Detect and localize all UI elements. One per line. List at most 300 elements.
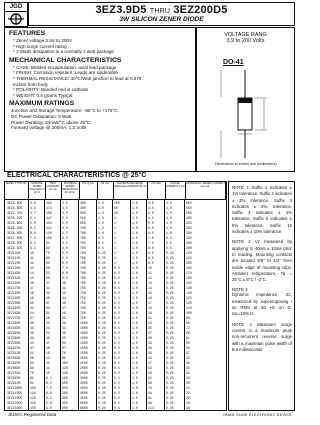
table-cell: 0.25 bbox=[166, 326, 174, 330]
table-cell: 700 bbox=[80, 236, 86, 240]
table-cell: 1.0 bbox=[132, 286, 138, 290]
table-cell: 0.5 bbox=[98, 241, 104, 245]
table-cell: 0.25 bbox=[166, 251, 174, 255]
table-cell: 8.2 bbox=[30, 241, 36, 245]
table-header-cell: TEST CURRENT Izt mA bbox=[45, 182, 62, 199]
table-cell: 700 bbox=[80, 231, 86, 235]
table-cell: 43 bbox=[186, 356, 190, 360]
table-cell: 130 bbox=[30, 401, 36, 405]
table-cell: 425 bbox=[186, 221, 192, 225]
table-header-divider bbox=[5, 199, 226, 200]
package-name: DO-41 bbox=[223, 59, 244, 66]
table-cell: 100 bbox=[30, 386, 36, 390]
table-cell: 8.5 bbox=[148, 251, 154, 255]
table-cell: 58 bbox=[46, 266, 50, 270]
note-1: NOTE 1 Suffix 1 indicates ± 1% tolerance. Suffix 2 indicates ± 2% tolerance. Suffix 3 indicates ± 3%. tolerance. Suffix 4 indicates ± 4% tolerance. Suffix 5 indicates ± 5% tolerance. Suffix 10 indicates ± 10% tolerance. bbox=[232, 185, 292, 235]
table-cell: 100 bbox=[114, 201, 120, 205]
table-cell: 13 bbox=[30, 266, 34, 270]
note-3-heading: NOTE 3 bbox=[232, 287, 248, 293]
table-cell: 3.0 bbox=[148, 201, 154, 205]
table-cell: 0.5 bbox=[114, 286, 120, 290]
table-cell: 0.25 bbox=[166, 311, 174, 315]
table-cell: 700 bbox=[80, 246, 86, 250]
table-cell: 0.25 bbox=[98, 256, 106, 260]
table-cell: 44 bbox=[46, 286, 50, 290]
table-cell: 1.0 bbox=[132, 236, 138, 240]
table-cell: 0.25 bbox=[98, 371, 106, 375]
table-cell: 17 bbox=[46, 341, 50, 345]
table-cell: 0.5 bbox=[166, 241, 172, 245]
table-cell: 121 bbox=[46, 226, 52, 230]
table-cell: 5.0 bbox=[148, 221, 154, 225]
table-cell: 15 bbox=[30, 276, 34, 280]
table-header-cell: Zzk @ Izk bbox=[79, 182, 98, 199]
table-cell: 1.0 bbox=[132, 351, 138, 355]
table-cell: 72 bbox=[186, 326, 190, 330]
table-cell: 1.0 bbox=[98, 206, 104, 210]
table-cell: 3.5 bbox=[148, 206, 154, 210]
table-cell: 15 bbox=[148, 291, 152, 295]
table-cell: 0.5 bbox=[114, 361, 120, 365]
table-cell: 21 bbox=[148, 316, 152, 320]
table-cell: 1.0 bbox=[132, 321, 138, 325]
table-cell: 6.8 bbox=[46, 391, 52, 395]
table-cell: 0.5 bbox=[114, 336, 120, 340]
table-cell: 1.0 bbox=[132, 331, 138, 335]
mechanical-list bbox=[13, 65, 195, 99]
table-cell: 290 bbox=[186, 241, 192, 245]
table-cell: 4.7 bbox=[30, 211, 36, 215]
note-2: NOTE 2 Vz measured by applying Iz 40ms ± 10ms prior to reading. Mounting contacts are located 3/8" to 1/2" from inside edge of mounting clips. Ambient temperature, Ta = 25°C ± 8°C / -2°C. bbox=[232, 239, 292, 283]
table-cell: 14 bbox=[148, 286, 152, 290]
table-cell: 0.25 bbox=[166, 351, 174, 355]
table-cell: 9.5 bbox=[148, 261, 154, 265]
table-cell: 3000 bbox=[80, 376, 88, 380]
table-cell: 0.25 bbox=[166, 281, 174, 285]
table-cell: 500 bbox=[80, 211, 86, 215]
table-cell: 0.25 bbox=[166, 361, 174, 365]
table-cell: 170 bbox=[186, 271, 192, 275]
table-cell: 9.1 bbox=[30, 246, 36, 250]
part-number-end: 3EZ200D5 bbox=[173, 4, 228, 16]
table-cell: 11 bbox=[62, 286, 66, 290]
table-cell: 1.0 bbox=[132, 271, 138, 275]
thru-word: THRU bbox=[149, 8, 171, 15]
table-cell: 45 bbox=[62, 336, 66, 340]
table-cell: 215 bbox=[186, 256, 192, 260]
table-cell: 0.25 bbox=[98, 351, 106, 355]
table-header-cell: MAXIMUM REVERSE LEAKAGE CURRENT IR uA bbox=[113, 182, 148, 199]
table-cell: 33 bbox=[148, 341, 152, 345]
table-cell: 0.25 bbox=[166, 401, 174, 405]
table-cell: 91 bbox=[46, 241, 50, 245]
table-cell: 2000 bbox=[80, 356, 88, 360]
electrical-table bbox=[4, 181, 227, 411]
table-cell: 19 bbox=[30, 296, 34, 300]
features-item: * 3 Watts dissipation in a normally 1 watt package bbox=[13, 49, 114, 55]
table-cell: 75 bbox=[30, 371, 34, 375]
table-cell: 17 bbox=[148, 301, 152, 305]
table-header-cell: MAXIMUM ZENER IMPEDANCE Zzt @ Izt bbox=[61, 182, 80, 199]
table-cell: 1.0 bbox=[132, 221, 138, 225]
table-cell: 700 bbox=[80, 281, 86, 285]
table-cell: 300 bbox=[62, 391, 68, 395]
notes-panel bbox=[228, 181, 295, 411]
table-cell: 3EZ36D5 bbox=[7, 331, 21, 335]
table-cell: 66 bbox=[186, 331, 190, 335]
table-cell: 600 bbox=[80, 221, 86, 225]
table-cell: 1.0 bbox=[132, 356, 138, 360]
table-cell: 750 bbox=[80, 316, 86, 320]
table-cell: 0.5 bbox=[114, 371, 120, 375]
mechanical-item: inches from body bbox=[13, 81, 48, 87]
table-cell: 350 bbox=[186, 231, 192, 235]
table-cell: 3EZ16D5 bbox=[7, 281, 21, 285]
table-cell: 10 bbox=[30, 251, 34, 255]
max-rating-item: DC Power Dissipation: 3 Watt bbox=[11, 113, 72, 119]
table-cell: 62 bbox=[148, 376, 152, 380]
table-cell: 30 bbox=[148, 336, 152, 340]
table-cell: 0.25 bbox=[98, 406, 106, 410]
table-cell: 1 bbox=[114, 261, 116, 265]
table-cell: 1.0 bbox=[166, 226, 172, 230]
table-cell: 0.25 bbox=[166, 381, 174, 385]
max-rating-item: Forward Voltage @ 200mA: 1.2 Volts bbox=[11, 125, 87, 131]
part-number-start: 3EZ3.9D5 bbox=[95, 4, 147, 16]
table-cell: 130 bbox=[186, 291, 192, 295]
table-cell: 82 bbox=[30, 376, 34, 380]
table-cell: 69 bbox=[148, 381, 152, 385]
table-header-cell: SURGE CURRENT Ir mA bbox=[165, 182, 186, 199]
table-cell: 39 bbox=[30, 336, 34, 340]
table-cell: 140 bbox=[62, 371, 68, 375]
table-cell: 0.25 bbox=[98, 251, 106, 255]
table-cell: 0.5 bbox=[114, 271, 120, 275]
table-cell: 43 bbox=[30, 341, 34, 345]
table-cell: 51 bbox=[30, 351, 34, 355]
table-cell: 3000 bbox=[80, 386, 88, 390]
table-cell: 0.5 bbox=[98, 246, 104, 250]
table-cell: 3EZ30D5 bbox=[7, 321, 21, 325]
table-cell: 31 bbox=[46, 311, 50, 315]
table-cell: 385 bbox=[186, 226, 192, 230]
table-cell: 7.5 bbox=[148, 241, 154, 245]
table-cell: 1.0 bbox=[98, 221, 104, 225]
table-cell: 147 bbox=[46, 216, 52, 220]
title-block bbox=[28, 2, 295, 26]
table-cell: 0.25 bbox=[166, 366, 174, 370]
table-cell: 63 bbox=[46, 261, 50, 265]
table-cell: 0.25 bbox=[98, 361, 106, 365]
table-cell: 0.25 bbox=[98, 316, 106, 320]
table-cell: 0.25 bbox=[98, 271, 106, 275]
table-cell: 11 bbox=[30, 256, 34, 260]
table-cell: 3EZ15D5 bbox=[7, 276, 21, 280]
table-cell: 114 bbox=[148, 406, 154, 410]
table-cell: 0.5 bbox=[114, 306, 120, 310]
table-cell: 0.5 bbox=[114, 366, 120, 370]
table-cell: 0.25 bbox=[98, 281, 106, 285]
table-cell: 700 bbox=[80, 256, 86, 260]
voltage-range-value: 3.9 to 200 Volts bbox=[226, 38, 265, 44]
table-cell: 1.0 bbox=[132, 261, 138, 265]
table-cell: 47 bbox=[186, 351, 190, 355]
table-cell: 0.5 bbox=[114, 311, 120, 315]
table-cell: 2.0 bbox=[62, 221, 68, 225]
table-header-cell: VR Volts bbox=[147, 182, 166, 199]
table-cell: 750 bbox=[80, 306, 86, 310]
table-cell: 12 bbox=[30, 261, 34, 265]
table-cell: 36 bbox=[30, 331, 34, 335]
table-cell: 47 bbox=[148, 361, 152, 365]
table-cell: 2.5 bbox=[62, 231, 68, 235]
table-cell: 13 bbox=[46, 356, 50, 360]
table-cell: 1.0 bbox=[132, 346, 138, 350]
table-cell: 1 bbox=[114, 221, 116, 225]
table-cell: 0.25 bbox=[166, 261, 174, 265]
table-cell: 1000 bbox=[80, 331, 88, 335]
table-header-cell: Izk mA bbox=[97, 182, 114, 199]
table-cell: 0.5 bbox=[114, 291, 120, 295]
table-cell: 75 bbox=[46, 251, 50, 255]
table-cell: 0.5 bbox=[166, 246, 172, 250]
table-cell: 150 bbox=[30, 406, 36, 410]
table-cell: 8.0 bbox=[148, 246, 154, 250]
table-cell: 0.25 bbox=[166, 396, 174, 400]
table-cell: 86 bbox=[62, 356, 66, 360]
table-cell: 750 bbox=[80, 291, 86, 295]
table-cell: 3EZ51D5 bbox=[7, 351, 21, 355]
table-cell: 91 bbox=[148, 396, 152, 400]
table-header-cell: NOMINAL ZENER VOLTAGE Vz @ Izt bbox=[29, 182, 46, 199]
table-cell: 3EZ5.1D5 bbox=[7, 216, 23, 220]
table-cell: 0.5 bbox=[114, 376, 120, 380]
table-cell: 500 bbox=[186, 211, 192, 215]
table-cell: 1.0 bbox=[132, 251, 138, 255]
table-cell: 6.0 bbox=[62, 261, 68, 265]
table-cell: 56 bbox=[30, 356, 34, 360]
table-cell: 84 bbox=[148, 391, 152, 395]
table-cell: 3EZ14D5 bbox=[7, 271, 21, 275]
table-cell: 3EZ4.7D5 bbox=[7, 211, 23, 215]
table-cell: 0.25 bbox=[98, 381, 106, 385]
table-cell: 750 bbox=[80, 296, 86, 300]
table-cell: 33 bbox=[30, 326, 34, 330]
table-cell: 1.0 bbox=[132, 276, 138, 280]
table-cell: 700 bbox=[80, 271, 86, 275]
table-cell: 47 bbox=[46, 281, 50, 285]
table-cell: 0.25 bbox=[98, 306, 106, 310]
table-cell: 0.25 bbox=[98, 276, 106, 280]
table-cell: 1.0 bbox=[132, 381, 138, 385]
table-cell: 3EZ9.1D5 bbox=[7, 246, 23, 250]
mechanical-item: * FINISH: Corrosion resistant. Leads are solderable bbox=[13, 70, 118, 76]
table-cell: 70 bbox=[62, 351, 66, 355]
table-cell: 0.25 bbox=[98, 376, 106, 380]
table-cell: 53 bbox=[46, 271, 50, 275]
table-cell: 4.3 bbox=[30, 206, 36, 210]
table-cell: 600 bbox=[62, 406, 68, 410]
table-cell: 0.5 bbox=[114, 356, 120, 360]
table-cell: 50 bbox=[46, 276, 50, 280]
table-cell: 1.0 bbox=[132, 226, 138, 230]
table-cell: 34 bbox=[46, 306, 50, 310]
table-cell: 2000 bbox=[80, 361, 88, 365]
table-cell: 0.25 bbox=[98, 286, 106, 290]
table-cell: 13 bbox=[148, 281, 152, 285]
table-cell: 1500 bbox=[80, 346, 88, 350]
table-cell: 0.25 bbox=[98, 396, 106, 400]
table-cell: 3EZ11D5 bbox=[7, 256, 21, 260]
table-cell: 0.5 bbox=[114, 281, 120, 285]
table-cell: 3EZ100D5 bbox=[7, 386, 23, 390]
table-cell: 3EZ8.2D5 bbox=[7, 241, 23, 245]
table-cell: 62 bbox=[30, 361, 34, 365]
table-cell: 3.5 bbox=[62, 216, 68, 220]
table-cell: 5.6 bbox=[30, 221, 36, 225]
table-cell: 82 bbox=[46, 246, 50, 250]
table-cell: 140 bbox=[186, 286, 192, 290]
table-cell: 16 bbox=[186, 406, 190, 410]
table-cell: 550 bbox=[186, 206, 192, 210]
table-cell: 30 bbox=[30, 321, 34, 325]
table-cell: 0.25 bbox=[98, 346, 106, 350]
table-cell: 3.9 bbox=[30, 201, 36, 205]
table-cell: 4000 bbox=[80, 391, 88, 395]
table-cell: 0.25 bbox=[166, 356, 174, 360]
table-cell: 3EZ27D5 bbox=[7, 316, 21, 320]
table-cell: 0.25 bbox=[98, 321, 106, 325]
package-panel bbox=[196, 27, 295, 172]
table-cell: 12 bbox=[148, 276, 152, 280]
table-cell: 700 bbox=[80, 266, 86, 270]
table-cell: 10 bbox=[46, 371, 50, 375]
table-cell: 0.5 bbox=[98, 236, 104, 240]
table-cell: 0.25 bbox=[166, 406, 174, 410]
table-cell: 0.5 bbox=[114, 406, 120, 410]
table-cell: 100 bbox=[62, 361, 68, 365]
table-cell: 1.0 bbox=[132, 201, 138, 205]
table-cell: 1.0 bbox=[132, 266, 138, 270]
table-cell: 1.0 bbox=[98, 201, 104, 205]
note-4: NOTE 4 Maximum surge current is a maximum peak non-recurrent reverse surge with a maximum pulse width of 8.3 milliseconds bbox=[232, 321, 292, 352]
table-cell: 3EZ68D5 bbox=[7, 366, 21, 370]
table-cell: 23 bbox=[46, 326, 50, 330]
table-cell: 50 bbox=[114, 206, 118, 210]
table-cell: 120 bbox=[62, 366, 68, 370]
table-cell: 3EZ6.8D5 bbox=[7, 231, 23, 235]
table-cell: 0.5 bbox=[114, 326, 120, 330]
table-cell: 56 bbox=[148, 371, 152, 375]
table-cell: 0.5 bbox=[114, 296, 120, 300]
table-cell: 3EZ20D5 bbox=[7, 301, 21, 305]
table-cell: 465 bbox=[186, 216, 192, 220]
table-cell: 7.0 bbox=[62, 266, 68, 270]
table-cell: 110 bbox=[46, 231, 52, 235]
table-cell: 400 bbox=[80, 201, 86, 205]
features-item: * Zener voltage 3.9V to 200V bbox=[13, 38, 72, 43]
table-cell: 20 bbox=[30, 301, 34, 305]
table-cell: 39 bbox=[186, 361, 190, 365]
table-cell: 1.0 bbox=[132, 301, 138, 305]
table-cell: 3000 bbox=[80, 381, 88, 385]
do41-outline-drawing bbox=[197, 68, 294, 160]
table-cell: 1.0 bbox=[132, 216, 138, 220]
table-cell: 0.5 bbox=[114, 341, 120, 345]
table-cell: 1.0 bbox=[132, 306, 138, 310]
table-cell: 0.5 bbox=[114, 381, 120, 385]
table-cell: 1.0 bbox=[132, 391, 138, 395]
table-cell: 3EZ7.5D5 bbox=[7, 236, 23, 240]
table-cell: 76 bbox=[148, 386, 152, 390]
table-cell: 550 bbox=[80, 216, 86, 220]
table-cell: 0.25 bbox=[98, 326, 106, 330]
table-cell: 3EZ19D5 bbox=[7, 296, 21, 300]
table-cell: 28 bbox=[46, 316, 50, 320]
table-cell: 240 bbox=[186, 251, 192, 255]
table-cell: 17 bbox=[62, 306, 66, 310]
table-cell: 0.25 bbox=[98, 266, 106, 270]
table-cell: 750 bbox=[80, 311, 86, 315]
table-cell: 174 bbox=[46, 206, 52, 210]
table-cell: 1.0 bbox=[132, 296, 138, 300]
table-cell: 1.0 bbox=[132, 406, 138, 410]
table-cell: 3EZ39D5 bbox=[7, 336, 21, 340]
table-cell: 19 bbox=[46, 336, 50, 340]
table-cell: 0.25 bbox=[166, 336, 174, 340]
table-cell: 1.0 bbox=[166, 211, 172, 215]
table-cell: 160 bbox=[46, 211, 52, 215]
table-cell: 1 bbox=[114, 246, 116, 250]
table-cell: 0.25 bbox=[98, 301, 106, 305]
table-cell: 0.25 bbox=[166, 386, 174, 390]
features-heading: FEATURES bbox=[9, 30, 46, 37]
table-cell: 110 bbox=[30, 391, 36, 395]
table-cell: 3EZ10D5 bbox=[7, 251, 21, 255]
features-panel bbox=[4, 27, 196, 172]
table-cell: 21 bbox=[46, 331, 50, 335]
table-cell: 3EZ22D5 bbox=[7, 306, 21, 310]
table-cell: 36 bbox=[148, 346, 152, 350]
mechanical-item: * THERMAL RESISTANCE: 40°C/Watt junction to lead at 0.375 bbox=[13, 75, 142, 81]
table-cell: 3EZ56D5 bbox=[7, 356, 21, 360]
table-cell: 24 bbox=[186, 386, 190, 390]
table-cell: 100 bbox=[46, 236, 52, 240]
table-cell: 18 bbox=[30, 291, 34, 295]
table-cell: 47 bbox=[30, 346, 34, 350]
table-cell: 0.5 bbox=[114, 351, 120, 355]
table-cell: 5.5 bbox=[62, 256, 68, 260]
table-cell: 19 bbox=[62, 311, 66, 315]
table-cell: 3EZ17D5 bbox=[7, 286, 21, 290]
table-cell: 0.25 bbox=[98, 391, 106, 395]
table-cell: 1.0 bbox=[132, 336, 138, 340]
table-cell: 1.0 bbox=[132, 241, 138, 245]
mechanical-heading: MECHANICAL CHARACTERISTICS bbox=[9, 56, 122, 64]
table-cell: 0.25 bbox=[166, 331, 174, 335]
table-cell: 20 bbox=[186, 396, 190, 400]
table-cell: 1500 bbox=[80, 351, 88, 355]
table-cell: 1.0 bbox=[132, 371, 138, 375]
table-cell: 33 bbox=[62, 326, 66, 330]
table-cell: 3EZ3.9D5 bbox=[7, 201, 23, 205]
table-cell: 0.25 bbox=[98, 331, 106, 335]
table-cell: 260 bbox=[186, 246, 192, 250]
table-cell: 1.0 bbox=[132, 211, 138, 215]
table-cell: 0.25 bbox=[98, 296, 106, 300]
table-cell: 6000 bbox=[80, 406, 88, 410]
table-cell: 3EZ82D5 bbox=[7, 376, 21, 380]
